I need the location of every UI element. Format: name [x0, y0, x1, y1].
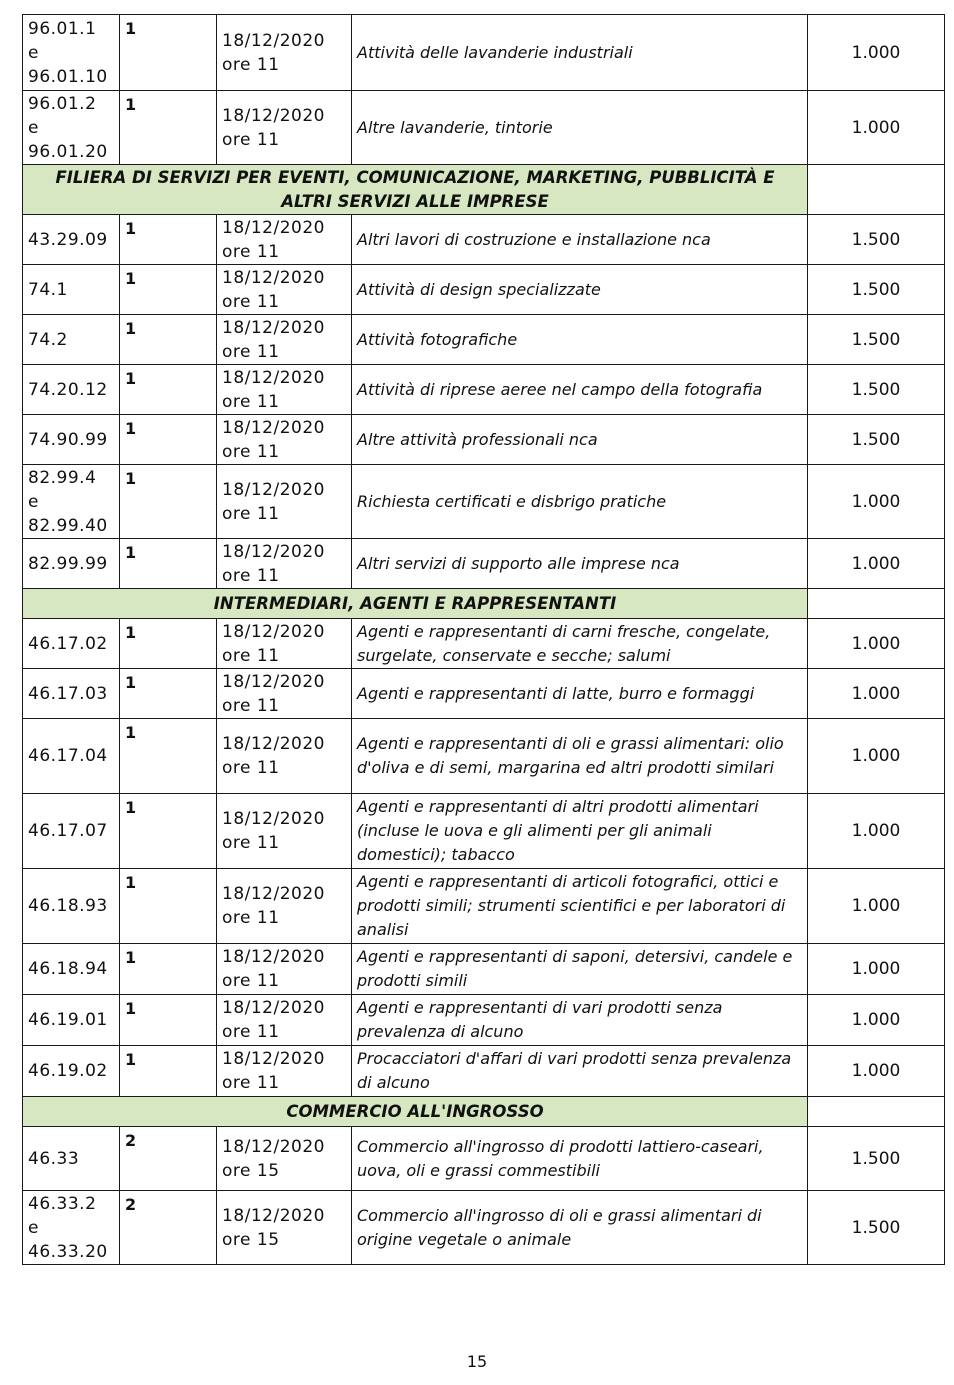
section-empty-cell [808, 589, 945, 619]
section-header-row [23, 1097, 945, 1127]
amount-cell: 1.000 [808, 465, 945, 539]
table-row [23, 315, 945, 365]
ateco-code-cell [23, 91, 120, 165]
amount-cell: 1.500 [808, 215, 945, 265]
date-text: 18/12/2020 [222, 884, 325, 904]
amount-cell: 1.000 [808, 619, 945, 669]
table-row [23, 215, 945, 265]
date-cell [217, 869, 352, 944]
type-cell: 1 [120, 315, 217, 365]
date-cell [217, 315, 352, 365]
description-cell: Agenti e rappresentanti di altri prodotti alimentari (incluse le uova e gli alimenti per gli animali domestici); tabacco [352, 794, 808, 869]
time-text: ore 11 [222, 908, 280, 928]
ateco-code: 46.33.2 [28, 1193, 97, 1214]
ateco-code: 96.01.20 [28, 141, 108, 162]
date-text: 18/12/2020 [222, 30, 325, 51]
type-cell: 1 [120, 265, 217, 315]
description-cell: Agenti e rappresentanti di latte, burro e formaggi [352, 669, 808, 719]
time-text: ore 11 [222, 503, 280, 524]
date-cell [217, 719, 352, 794]
amount-cell: 1.000 [808, 91, 945, 165]
date-text: 18/12/2020 [222, 317, 325, 338]
date-cell [217, 215, 352, 265]
description-cell: Attività di design specializzate [352, 265, 808, 315]
date-cell [217, 539, 352, 589]
amount-cell: 1.500 [808, 315, 945, 365]
ateco-code-cell [23, 15, 120, 91]
amount-cell: 1.000 [808, 869, 945, 944]
description-cell: Attività fotografiche [352, 315, 808, 365]
ateco-code: 46.18.93 [28, 896, 108, 916]
amount-cell: 1.500 [808, 1191, 945, 1265]
ateco-code: 46.17.07 [28, 821, 108, 841]
table-row [23, 415, 945, 465]
type-cell: 1 [120, 719, 217, 794]
type-cell: 2 [120, 1127, 217, 1191]
date-cell [217, 619, 352, 669]
ateco-code-cell [23, 869, 120, 944]
date-cell [217, 794, 352, 869]
description-cell: Agenti e rappresentanti di vari prodotti senza prevalenza di alcuno [352, 995, 808, 1046]
date-cell [217, 465, 352, 539]
ateco-code: 46.18.94 [28, 959, 108, 979]
table-row [23, 669, 945, 719]
type-cell: 1 [120, 669, 217, 719]
table-row [23, 944, 945, 995]
description-cell: Agenti e rappresentanti di carni fresche, congelate, surgelate, conservate e secche; salumi [352, 619, 808, 669]
time-text: ore 15 [222, 1229, 280, 1250]
ateco-code: 74.2 [28, 329, 68, 350]
amount-cell: 1.000 [808, 1046, 945, 1097]
description-cell: Altre attività professionali nca [352, 415, 808, 465]
date-text: 18/12/2020 [222, 105, 325, 126]
description-cell: Attività di riprese aeree nel campo della fotografia [352, 365, 808, 415]
ateco-code: 74.90.99 [28, 429, 108, 450]
type-cell: 1 [120, 215, 217, 265]
time-text: ore 11 [222, 54, 280, 75]
table-row [23, 539, 945, 589]
ateco-code-cell [23, 669, 120, 719]
amount-cell: 1.000 [808, 669, 945, 719]
time-text: ore 11 [222, 129, 280, 150]
ateco-code: 96.01.10 [28, 66, 108, 87]
description-cell: Commercio all'ingrosso di oli e grassi alimentari di origine vegetale o animale [352, 1191, 808, 1265]
description-cell: Richiesta certificati e disbrigo pratiche [352, 465, 808, 539]
date-text: 18/12/2020 [222, 367, 325, 388]
table-row [23, 995, 945, 1046]
ateco-code: e [28, 117, 39, 138]
date-text: 18/12/2020 [222, 621, 325, 642]
ateco-code-cell [23, 944, 120, 995]
ateco-code: 74.1 [28, 279, 68, 300]
description-cell: Agenti e rappresentanti di articoli fotografici, ottici e prodotti simili; strumenti scientifici e per laboratori di analisi [352, 869, 808, 944]
ateco-code: 46.17.04 [28, 746, 108, 766]
codes-table [22, 14, 945, 1265]
ateco-code-cell [23, 1046, 120, 1097]
amount-cell: 1.500 [808, 415, 945, 465]
table-row [23, 1191, 945, 1265]
type-cell: 1 [120, 415, 217, 465]
description-cell: Commercio all'ingrosso di prodotti lattiero-caseari, uova, oli e grassi commestibili [352, 1127, 808, 1191]
type-cell: 1 [120, 539, 217, 589]
time-text: ore 11 [222, 241, 280, 262]
type-cell: 1 [120, 1046, 217, 1097]
type-cell: 1 [120, 869, 217, 944]
date-text: 18/12/2020 [222, 267, 325, 288]
type-cell: 1 [120, 15, 217, 91]
description-cell: Attività delle lavanderie industriali [352, 15, 808, 91]
date-text: 18/12/2020 [222, 1205, 325, 1226]
ateco-code-cell [23, 365, 120, 415]
ateco-code: 46.33 [28, 1148, 80, 1169]
date-cell [217, 1127, 352, 1191]
ateco-code-cell [23, 794, 120, 869]
time-text: ore 11 [222, 391, 280, 412]
amount-cell: 1.500 [808, 1127, 945, 1191]
amount-cell: 1.000 [808, 995, 945, 1046]
time-text: ore 11 [222, 1022, 280, 1042]
amount-cell: 1.500 [808, 265, 945, 315]
date-text: 18/12/2020 [222, 734, 325, 754]
section-title: COMMERCIO ALL'INGROSSO [23, 1097, 808, 1127]
amount-cell: 1.000 [808, 944, 945, 995]
ateco-code: 74.20.12 [28, 379, 108, 400]
type-cell: 1 [120, 944, 217, 995]
type-cell: 1 [120, 619, 217, 669]
date-cell [217, 669, 352, 719]
date-text: 18/12/2020 [222, 998, 325, 1018]
table-row [23, 719, 945, 794]
date-cell [217, 1191, 352, 1265]
ateco-code-cell [23, 415, 120, 465]
date-cell [217, 15, 352, 91]
amount-cell: 1.000 [808, 539, 945, 589]
description-cell: Altri lavori di costruzione e installazione nca [352, 215, 808, 265]
ateco-code-cell [23, 215, 120, 265]
ateco-code: 82.99.4 [28, 467, 97, 488]
date-cell [217, 995, 352, 1046]
date-text: 18/12/2020 [222, 1049, 325, 1069]
ateco-code: e [28, 491, 39, 512]
type-cell: 2 [120, 1191, 217, 1265]
time-text: ore 11 [222, 695, 280, 716]
ateco-code-cell [23, 265, 120, 315]
ateco-code-cell [23, 539, 120, 589]
type-cell: 1 [120, 465, 217, 539]
section-header-row [23, 165, 945, 215]
description-cell: Altri servizi di supporto alle imprese nca [352, 539, 808, 589]
date-text: 18/12/2020 [222, 417, 325, 438]
time-text: ore 11 [222, 341, 280, 362]
description-cell: Agenti e rappresentanti di oli e grassi alimentari: olio d'oliva e di semi, margarina ed altri prodotti similari [352, 719, 808, 794]
ateco-code-cell [23, 465, 120, 539]
date-text: 18/12/2020 [222, 479, 325, 500]
date-cell [217, 265, 352, 315]
time-text: ore 11 [222, 291, 280, 312]
ateco-code: 46.17.03 [28, 683, 108, 704]
section-title: INTERMEDIARI, AGENTI E RAPPRESENTANTI [23, 589, 808, 619]
ateco-code: 46.33.20 [28, 1241, 108, 1262]
ateco-code: 82.99.40 [28, 515, 108, 536]
description-cell: Altre lavanderie, tintorie [352, 91, 808, 165]
ateco-code-cell [23, 1127, 120, 1191]
date-cell [217, 1046, 352, 1097]
date-text: 18/12/2020 [222, 541, 325, 562]
date-cell [217, 91, 352, 165]
table-row [23, 365, 945, 415]
amount-cell: 1.000 [808, 719, 945, 794]
ateco-code: 96.01.1 [28, 18, 97, 39]
ateco-code-cell [23, 315, 120, 365]
date-text: 18/12/2020 [222, 947, 325, 967]
table-row [23, 794, 945, 869]
type-cell: 1 [120, 995, 217, 1046]
date-text: 18/12/2020 [222, 671, 325, 692]
ateco-code-cell [23, 719, 120, 794]
ateco-code-cell [23, 619, 120, 669]
date-cell [217, 415, 352, 465]
description-cell: Agenti e rappresentanti di saponi, detersivi, candele e prodotti simili [352, 944, 808, 995]
section-empty-cell [808, 1097, 945, 1127]
time-text: ore 15 [222, 1160, 280, 1181]
table-row [23, 265, 945, 315]
time-text: ore 11 [222, 1073, 280, 1093]
amount-cell: 1.000 [808, 15, 945, 91]
page-number: 15 [466, 1352, 488, 1371]
amount-cell: 1.500 [808, 365, 945, 415]
ateco-code: 46.19.01 [28, 1010, 108, 1030]
ateco-code: 96.01.2 [28, 93, 97, 114]
description-cell: Procacciatori d'affari di vari prodotti senza prevalenza di alcuno [352, 1046, 808, 1097]
table-row [23, 1127, 945, 1191]
time-text: ore 11 [222, 971, 280, 991]
type-cell: 1 [120, 365, 217, 415]
date-cell [217, 944, 352, 995]
amount-cell: 1.000 [808, 794, 945, 869]
time-text: ore 11 [222, 645, 280, 666]
table-row [23, 91, 945, 165]
type-cell: 1 [120, 794, 217, 869]
table-row [23, 465, 945, 539]
date-text: 18/12/2020 [222, 809, 325, 829]
ateco-code: 43.29.09 [28, 229, 108, 250]
table-row [23, 619, 945, 669]
table-body [23, 15, 945, 1265]
time-text: ore 11 [222, 833, 280, 853]
ateco-code: 46.19.02 [28, 1061, 108, 1081]
ateco-code: 46.17.02 [28, 633, 108, 654]
time-text: ore 11 [222, 565, 280, 586]
ateco-code-cell [23, 995, 120, 1046]
ateco-code: e [28, 1217, 39, 1238]
section-header-row [23, 589, 945, 619]
table-row [23, 15, 945, 91]
date-cell [217, 365, 352, 415]
section-title: FILIERA DI SERVIZI PER EVENTI, COMUNICAZIONE, MARKETING, PUBBLICITÀ E ALTRI SERVIZI ALLE IMPRESE [23, 165, 808, 215]
table-row [23, 869, 945, 944]
table-row [23, 1046, 945, 1097]
ateco-code: e [28, 42, 39, 63]
ateco-code: 82.99.99 [28, 553, 108, 574]
date-text: 18/12/2020 [222, 217, 325, 238]
section-empty-cell [808, 165, 945, 215]
time-text: ore 11 [222, 758, 280, 778]
time-text: ore 11 [222, 441, 280, 462]
ateco-code-cell [23, 1191, 120, 1265]
date-text: 18/12/2020 [222, 1136, 325, 1157]
type-cell: 1 [120, 91, 217, 165]
